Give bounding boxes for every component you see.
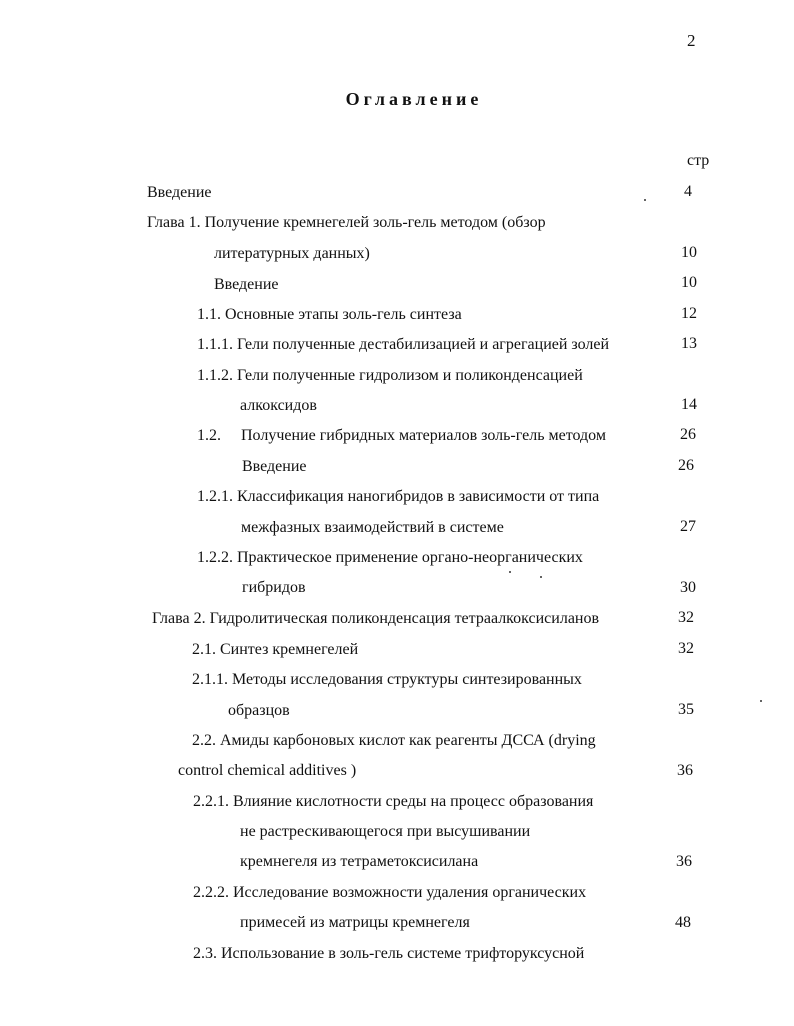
toc-s1-2-intro-page: 26 <box>678 457 694 474</box>
toc-s1-1-1: 1.1.1. Гели полученные дестабилизацией и агрегацией золей <box>197 336 610 353</box>
page-column-header: стр <box>687 152 710 169</box>
toc-s2-2-2-line1: 2.2.2. Исследование возможности удаления органических <box>193 884 587 901</box>
toc-s2-1: 2.1. Синтез кремнегелей <box>192 641 359 658</box>
toc-s2-2-1-line3: кремнегеля из тетраметоксисилана <box>240 853 479 870</box>
page-number: 2 <box>687 31 696 50</box>
toc-s1-1-2-page: 14 <box>681 396 697 413</box>
toc-s2-2-line2: control chemical additives ) <box>178 762 357 779</box>
page-title: Оглавление <box>345 89 483 109</box>
toc-ch1-line2: литературных данных) <box>214 245 370 262</box>
toc-s1-2-intro: Введение <box>242 458 307 475</box>
toc-s1-2-1-line2: межфазных взаимодействий в системе <box>241 519 504 536</box>
toc-ch2: Глава 2. Гидролитическая поликонденсация тетраалкоксисиланов <box>152 610 600 627</box>
toc-s2-2-line1: 2.2. Амиды карбоновых кислот как реагенты ДССА (drying <box>192 732 596 749</box>
toc-s2-3: 2.3. Использование в золь-гель системе трифторуксусной <box>193 945 585 962</box>
toc-s1-2-page: 26 <box>680 426 696 443</box>
toc-s2-1-page: 32 <box>678 640 694 657</box>
toc-s2-2-1-page: 36 <box>676 853 692 870</box>
toc-s1-1-2-line2: алкоксидов <box>240 397 317 414</box>
toc-s1-2: Получение гибридных материалов золь-гель методом <box>241 427 606 444</box>
toc-intro: Введение <box>147 184 212 201</box>
toc-s1-2-number: 1.2. <box>197 427 221 444</box>
toc-ch2-page: 32 <box>678 609 694 626</box>
toc-s2-2-page: 36 <box>677 762 693 779</box>
toc-s1-1: 1.1. Основные этапы золь-гель синтеза <box>197 306 462 323</box>
toc-s2-1-1-line1: 2.1.1. Методы исследования структуры синтезированных <box>192 671 582 688</box>
toc-intro-page: 4 <box>684 183 692 200</box>
toc-ch1-intro: Введение <box>214 276 279 293</box>
toc-s2-2-1-line2: не растрескивающегося при высушивании <box>240 823 531 840</box>
toc-s1-2-1-line1: 1.2.1. Классификация наногибридов в зависимости от типа <box>197 488 600 505</box>
toc-s2-1-1-line2: образцов <box>228 702 290 719</box>
toc-s1-2-2-line2: гибридов <box>242 579 306 596</box>
toc-s1-2-1-page: 27 <box>680 518 696 535</box>
toc-s1-1-1-page: 13 <box>681 335 697 352</box>
toc-s2-2-2-page: 48 <box>675 914 691 931</box>
toc-s2-2-1-line1: 2.2.1. Влияние кислотности среды на процесс образования <box>193 793 594 810</box>
toc-ch1-line1: Глава 1. Получение кремнегелей золь-гель методом (обзор <box>147 214 546 231</box>
toc-s1-1-page: 12 <box>681 305 697 322</box>
toc-s2-1-1-page: 35 <box>678 701 694 718</box>
toc-ch1-page: 10 <box>681 244 697 261</box>
toc-s1-2-2-line1: 1.2.2. Практическое применение органо-неорганических <box>197 549 583 566</box>
toc-ch1-intro-page: 10 <box>681 274 697 291</box>
toc-s2-2-2-line2: примесей из матрицы кремнегеля <box>240 914 470 931</box>
toc-s1-2-2-page: 30 <box>680 579 696 596</box>
toc-s1-1-2-line1: 1.1.2. Гели полученные гидролизом и поликонденсацией <box>197 367 583 384</box>
